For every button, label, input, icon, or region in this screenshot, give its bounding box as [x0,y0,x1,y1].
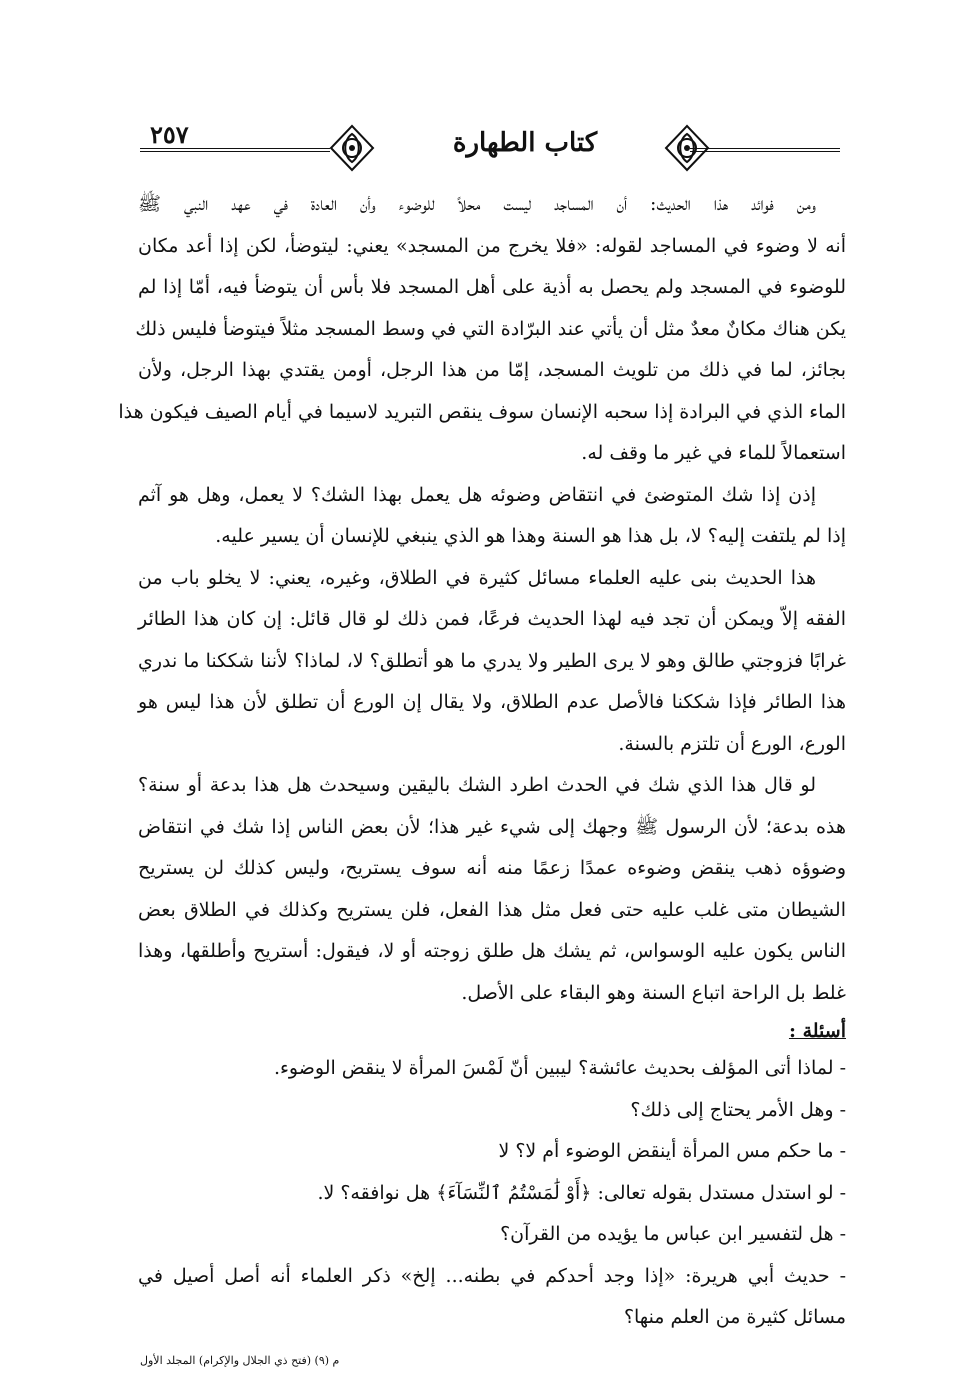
question-item: - ما حكم مس المرأة أينقض الوضوء أم لا؟ لا [498,1140,846,1162]
text-line: لو قال هذا الذي شك في الحدث اطرد الشك باليقين وسيحدث هل هذا بدعة أو سنة؟ [138,774,816,796]
text-line: الشيطان متى غلب عليه حتى فعل مثل هذا الفعل، فلن يستريح وكذلك في الطلاق بعض [138,898,846,921]
text-line: غلط بل الراحة اتباع السنة وهو البقاء على الأصل. [461,981,846,1004]
ornament-icon [325,122,379,174]
text-line: بجائز، لما في ذلك من تلويث المسجد، إمّا من هذا الرجل، أومن يقتدي بهذا الرجل، ولأن [138,359,846,381]
text-line: الناس يكون عليه الوسواس، ثم يشك هل طلق زوجته أو لا، فيقول: أستريح وأطلقها، وهذا [138,940,846,962]
question-item: - لو استدل مستدل بقوله تعالى: ﴿أَوْ لَٰمَسْتُمُ ٱلنِّسَآءَ﴾ هل نوافقه؟ لا. [317,1181,846,1204]
page-header [140,118,840,176]
paragraph [138,475,846,558]
question-item: - لماذا أتى المؤلف بحديث عائشة؟ ليبين أنّ لَمْسَ المرأة لا ينقض الوضوء. [273,1057,846,1079]
text-line: الورع، الورع أن تلتزم بالسنة. [618,732,846,755]
text-line: إذا لم يلتفت إليه؟ لا، بل هذا هو السنة وهذا هو الذي ينبغي للإنسان أن يسير عليه. [215,525,846,547]
question-item: - هل لتفسير ابن عباس ما يؤيده من القرآن؟ [500,1223,846,1245]
paragraph [138,765,846,1014]
text-line: الماء الذي في البرادة إذا سحبه الإنسان سوف ينقص التبريد لاسيما في أيام الصيف فيكون هذا [118,400,846,423]
text-line: يكن هناك مكانٌ معدٌ مثل أن يأتي عند البرّادة التي في وسط المسجد مثلاً فيتوضأ فليس ذلك [135,317,846,340]
paragraph [138,558,846,766]
text-line: وضوؤه ذهب ينقض وضوءه عمدًا زعمًا منه أنه سوف يستريح، وليس كذلك لن يستريح [138,857,846,879]
text-line: الفقه إلاّ ويمكن أن تجد فيه لهذا الحديث فرعًا، فمن ذلك لو قال قائل: إن كان هذا الطائر [138,608,846,630]
text-line: هذه بدعة؛ لأن الرسول ﷺ وجهك إلى شيء غير هذا؛ لأن بعض الناس إذا شك في انتقاض [138,815,846,838]
questions-heading: أسئلة : [788,1020,846,1042]
page-number: ٢٥٧ [150,120,189,149]
text-line: ومن فوائد هذا الحديث: أن المساجد ليست محلاً للوضوء وأن العادة في عهد النبي ﷺ [138,193,816,215]
question-item-continuation: مسائل كثيرة من العلم منها؟ [623,1306,846,1328]
text-line: هذا الطائر فإذا شككنا فالأصل عدم الطلاق، ولا يقال إن الورع أن تطلق لأن هذا ليس هو [138,691,846,713]
text-line: أنه لا وضوء في المساجد لقوله: «فلا يخرج من المسجد» يعني: ليتوضأ، لكن إذا أعد مكان [138,234,846,257]
text-line: للوضوء في المسجد ولم يحصل به أذية على أهل المسجد فلا بأس أن يتوضأ فيه، أمّا إذا لم [138,276,846,298]
question-item: - وهل الأمر يحتاج إلى ذلك؟ [630,1098,846,1121]
footer-signature: م (٩) (فتح ذي الجلال والإكرام) المجلد الأول [140,1354,340,1367]
ornament-icon [660,122,714,174]
text-line: استعمالاً للماء في غير ما وقف له. [581,442,846,464]
running-title: كتاب الطهارة [452,128,598,158]
paragraph [118,184,846,475]
text-line: هذا الحديث بنى عليه العلماء مسائل كثيرة في الطلاق، وغيره، يعني: لا يخلو باب من [138,566,816,589]
text-line: إذن إذا شك المتوضئ في انتقاض وضوئه هل يعمل بهذا الشك؟ لا يعمل، وهل هو آثم [138,483,816,506]
text-line: غرابًا فزوجتي طالق وهو لا يرى الطير ولا يدري ما هو أتطلق؟ لا، لماذا؟ لأننا شككنا ما ندري [138,649,846,672]
page-body [118,184,846,1339]
question-item: - حديث أبي هريرة: «إذا وجد أحدكم في بطنه... إلخ» ذكر العلماء أنه أصل أصيل في [138,1264,846,1287]
questions-list [138,1048,846,1339]
